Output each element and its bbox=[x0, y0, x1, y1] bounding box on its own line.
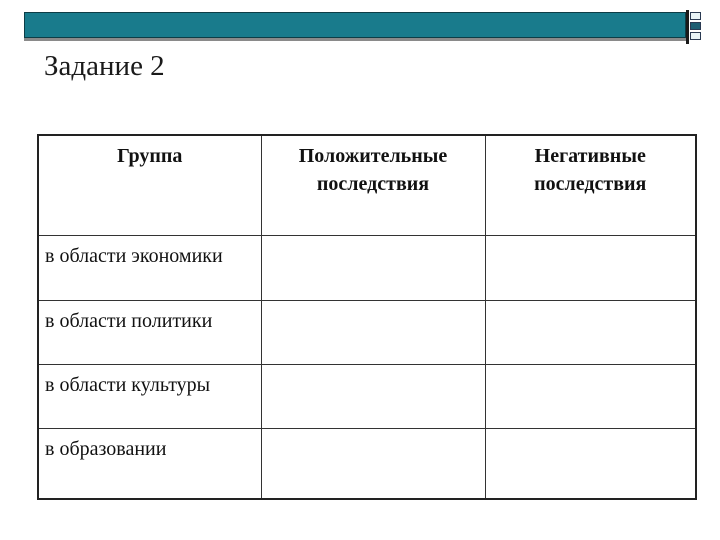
header-negative-consequences bbox=[485, 135, 696, 235]
cell-negative-economy[interactable] bbox=[485, 235, 696, 300]
table-header-row bbox=[38, 135, 696, 235]
header-decorative-bar bbox=[24, 12, 686, 38]
cell-negative-education[interactable] bbox=[485, 428, 696, 499]
cell-positive-economy[interactable] bbox=[261, 235, 485, 300]
header-bar-shadow bbox=[24, 38, 686, 41]
cell-negative-culture[interactable] bbox=[485, 364, 696, 428]
cell-negative-politics[interactable] bbox=[485, 300, 696, 364]
slide-title: Задание 2 bbox=[44, 50, 165, 82]
table-row bbox=[38, 428, 696, 499]
corner-square-icon bbox=[690, 32, 701, 40]
table-row bbox=[38, 300, 696, 364]
header-negative-label: Негативные последствия bbox=[534, 145, 647, 195]
corner-square-icon bbox=[690, 22, 701, 30]
row-label-culture: в области культуры bbox=[38, 364, 261, 428]
header-group: Группа bbox=[38, 135, 261, 235]
table-row bbox=[38, 235, 696, 300]
cell-positive-politics[interactable] bbox=[261, 300, 485, 364]
table-body bbox=[37, 134, 697, 500]
row-label-politics: в области политики bbox=[38, 300, 261, 364]
cell-positive-education[interactable] bbox=[261, 428, 485, 499]
corner-squares-decoration bbox=[690, 12, 704, 42]
consequences-table bbox=[37, 134, 695, 498]
corner-divider-line bbox=[686, 10, 689, 44]
table-row bbox=[38, 364, 696, 428]
row-label-economy: в области экономики bbox=[38, 235, 261, 300]
cell-positive-culture[interactable] bbox=[261, 364, 485, 428]
header-positive-label: Положительные последствия bbox=[298, 145, 448, 195]
row-label-education: в образовании bbox=[38, 428, 261, 499]
corner-square-icon bbox=[690, 12, 701, 20]
header-positive-consequences bbox=[261, 135, 485, 235]
